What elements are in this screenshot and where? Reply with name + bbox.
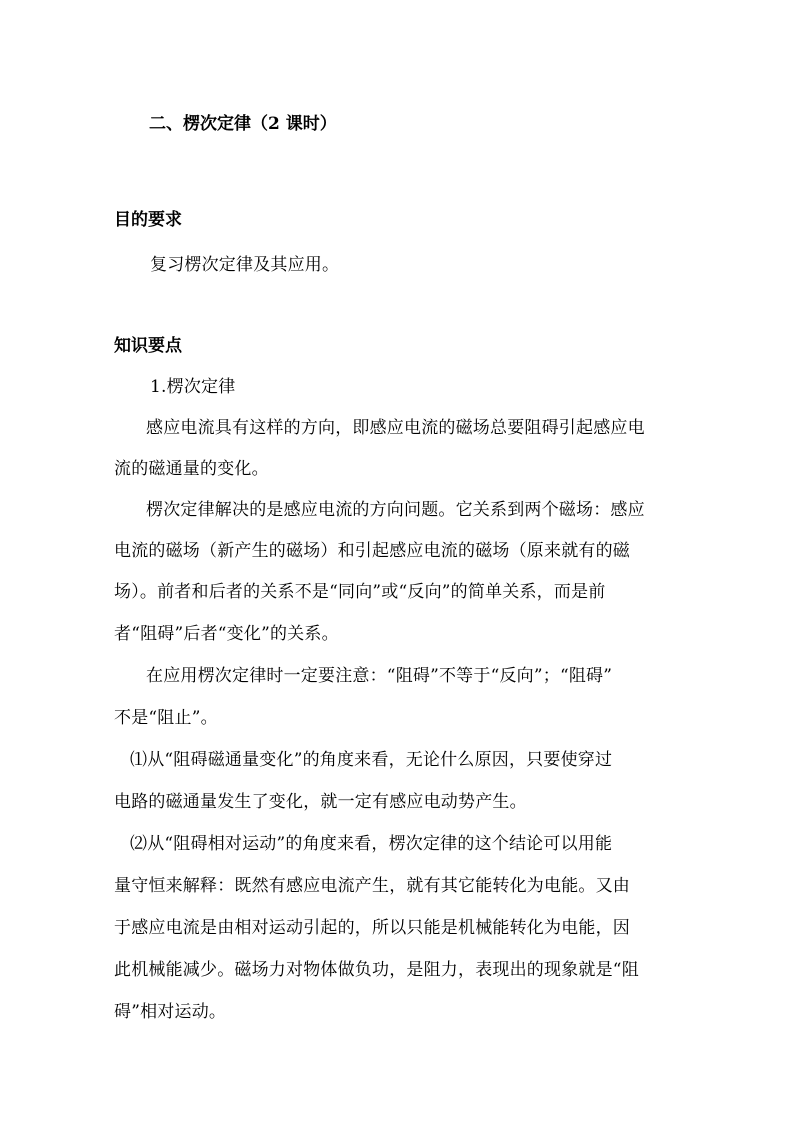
goal-text: 复习楞次定律及其应用。 [150,255,340,275]
paragraph-line: 于感应电流是由相对运动引起的，所以只能是机械能转化为电能，因 [114,918,630,938]
paragraph-line: 碍”相对运动。 [114,1002,227,1022]
paragraph-line: 电路的磁通量发生了变化，就一定有感应电动势产生。 [114,792,527,812]
paragraph-line: 电流的磁场（新产生的磁场）和引起感应电流的磁场（原来就有的磁 [114,541,630,561]
paragraph-line: 量守恒来解释：既然有感应电流产生，就有其它能转化为电能。又由 [114,876,630,896]
paragraph-line: 此机械能减少。磁场力对物体做负功，是阻力，表现出的现象就是“阻 [114,960,639,980]
paragraph-line: 感应电流具有这样的方向，即感应电流的磁场总要阻碍引起感应电 [146,418,645,438]
paragraph-line: 不是“阻止”。 [114,708,218,728]
paragraph-line: 楞次定律解决的是感应电流的方向问题。它关系到两个磁场：感应 [146,500,645,520]
paragraph-line: 者“阻碍”后者“变化”的关系。 [114,624,339,644]
paragraph-line: 流的磁通量的变化。 [114,459,269,479]
paragraph-line: 在应用楞次定律时一定要注意：“阻碍”不等于“反向”；“阻碍” [146,666,613,686]
page-title: 二、楞次定律（2 课时） [149,114,337,134]
knowledge-heading: 知识要点 [114,336,182,356]
paragraph-line: 场）。前者和后者的关系不是“同向”或“反向”的简单关系，而是前 [114,582,606,602]
paragraph-line: ⑴从“阻碍磁通量变化”的角度来看，无论什么原因，只要使穿过 [130,750,613,770]
goal-heading: 目的要求 [114,210,182,230]
law-subheading: 1.楞次定律 [150,377,236,397]
paragraph-line: ⑵从“阻碍相对运动”的角度来看，楞次定律的这个结论可以用能 [130,834,613,854]
